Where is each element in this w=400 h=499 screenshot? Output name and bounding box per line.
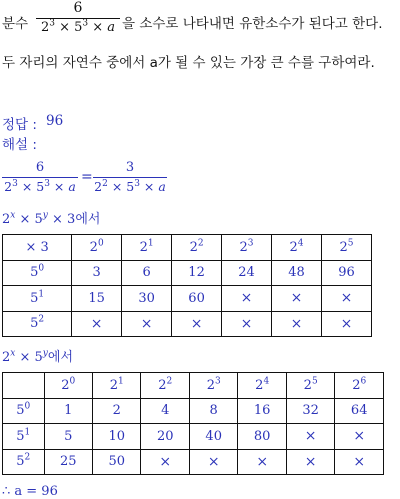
right-fraction-bar <box>93 177 167 178</box>
table1-cell: × <box>321 286 371 312</box>
table2-cell: × <box>335 424 384 450</box>
problem-line2: 두 자리의 자연수 중에서 a가 될 수 있는 가장 큰 수를 구하여라. <box>2 55 375 71</box>
table2-header-cell: $2^2$ <box>141 373 189 399</box>
table1-cell: × <box>321 311 371 337</box>
table1-header-row <box>3 235 372 261</box>
equals-sign: = <box>81 169 93 185</box>
table2-cell: 10 <box>92 424 140 450</box>
table1-cell: 48 <box>272 260 322 286</box>
right-denominator: $2^2 \times 5^3 \times a$ <box>94 178 166 194</box>
table2-cell: × <box>335 449 384 475</box>
table2 <box>2 372 384 475</box>
explanation-label: 해설 : <box>2 137 37 153</box>
table2-header-cell: $2^6$ <box>335 373 384 399</box>
table1-cell: 60 <box>172 286 222 312</box>
table2-cell: 32 <box>286 398 334 424</box>
table2-header-row <box>3 373 384 399</box>
table1-header-cell: $2^0$ <box>72 235 122 261</box>
table1-cell: 6 <box>122 260 172 286</box>
table2-cell: 40 <box>189 424 237 450</box>
answer-label: 정답 : <box>2 117 37 133</box>
table2-cell: 50 <box>92 449 140 475</box>
table2-row <box>3 424 384 450</box>
table1-cell: × <box>272 286 322 312</box>
table1-cell: 3 <box>72 260 122 286</box>
table2-cell: 16 <box>238 398 286 424</box>
table2-cell: 2 <box>92 398 140 424</box>
table2-cell: × <box>238 449 286 475</box>
table1-row-label: $5^0$ <box>3 260 72 286</box>
table1-header-cell: $2^5$ <box>321 235 371 261</box>
table1 <box>2 234 372 337</box>
table2-cell: 80 <box>238 424 286 450</box>
table1-cell: 96 <box>321 260 371 286</box>
table1-cell: 12 <box>172 260 222 286</box>
table1-header-cell: $2^2$ <box>172 235 222 261</box>
table1-row-label: $5^1$ <box>3 286 72 312</box>
table1-cell: 24 <box>222 260 272 286</box>
fraction-denominator: $2^3 \times 5^3 \times a$ <box>40 18 116 35</box>
table2-header-cell: $2^4$ <box>238 373 286 399</box>
table1-title: $2^x \times 5^y \times 3$에서 <box>2 210 101 227</box>
table2-row-label: $5^2$ <box>3 449 45 475</box>
table2-cell: 4 <box>141 398 189 424</box>
table2-cell: 8 <box>189 398 237 424</box>
table2-cell: 25 <box>44 449 92 475</box>
table1-cell: × <box>72 311 122 337</box>
table1-header-cell: $2^3$ <box>222 235 272 261</box>
table2-row <box>3 398 384 424</box>
table2-header-cell: $2^3$ <box>189 373 237 399</box>
table2-row-label: $5^0$ <box>3 398 45 424</box>
table2-header-cell: $2^5$ <box>286 373 334 399</box>
table1-header-cell: $2^1$ <box>122 235 172 261</box>
table1-cell: × <box>272 311 322 337</box>
table2-cell: 20 <box>141 424 189 450</box>
fraction-numerator: 6 <box>73 0 83 16</box>
table2-row-label: $5^1$ <box>3 424 45 450</box>
problem-prefix: 분수 <box>2 16 29 32</box>
table2-row <box>3 449 384 475</box>
table1-header-cell: $2^4$ <box>272 235 322 261</box>
table1-header-cell: × 3 <box>3 235 72 261</box>
table2-cell: × <box>189 449 237 475</box>
left-denominator: $2^3 \times 5^3 \times a$ <box>4 178 76 194</box>
table1-cell: × <box>222 311 272 337</box>
answer-value: 96 <box>46 113 64 129</box>
equation-right-fraction <box>93 160 167 194</box>
table2-title: $2^x \times 5^y$에서 <box>2 348 74 365</box>
table2-header-cell: $2^1$ <box>92 373 140 399</box>
table1-row <box>3 311 372 337</box>
equation-left-fraction <box>2 160 78 194</box>
table2-cell: 64 <box>335 398 384 424</box>
table1-row <box>3 260 372 286</box>
table2-cell: × <box>286 449 334 475</box>
left-fraction-bar <box>2 177 78 178</box>
table2-cell: × <box>141 449 189 475</box>
table1-cell: × <box>222 286 272 312</box>
table1-cell: 15 <box>72 286 122 312</box>
right-numerator: 3 <box>125 160 135 175</box>
conclusion: ∴ a = 96 <box>2 484 58 499</box>
table1-cell: × <box>122 311 172 337</box>
table2-header-cell: $2^0$ <box>44 373 92 399</box>
table1-cell: × <box>172 311 222 337</box>
table2-cell: 5 <box>44 424 92 450</box>
table1-row <box>3 286 372 312</box>
table2-cell: × <box>286 424 334 450</box>
table2-header-cell <box>3 373 45 399</box>
table1-cell: 30 <box>122 286 172 312</box>
left-numerator: 6 <box>35 160 45 175</box>
table2-cell: 1 <box>44 398 92 424</box>
problem-fraction <box>36 0 120 35</box>
table1-row-label: $5^2$ <box>3 311 72 337</box>
problem-suffix: 을 소수로 나타내면 유한소수가 된다고 한다. <box>122 16 383 32</box>
